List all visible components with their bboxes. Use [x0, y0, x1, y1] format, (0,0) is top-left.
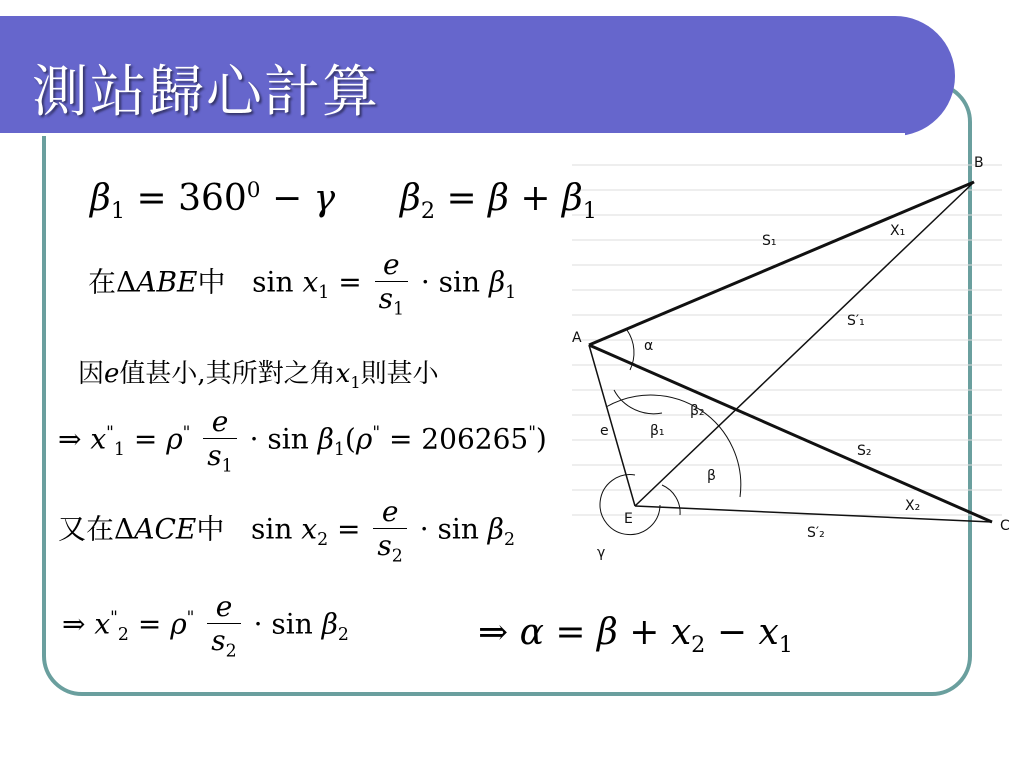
point-a-label: A [572, 330, 582, 346]
label-x2: X₂ [905, 498, 921, 514]
page-title: 測站歸心計算 [32, 60, 380, 125]
label-gamma: γ [597, 545, 606, 561]
label-e: e [600, 423, 609, 439]
formula-alpha-result: ⇒ $\alpha = \beta + x_2 - x_1$ [478, 612, 793, 659]
formula-beta2: $\beta_2 = \beta + \beta_1$ [400, 178, 597, 225]
formula-x2-seconds: ⇒ $x^"_2 = \rho^"$ $\frac{e}{s_2}$ · $\sin \beta_2$ [62, 590, 349, 662]
label-alpha: α [644, 338, 654, 354]
formula-small-angle: 因e值甚小,其所對之角$x_1$則甚小 [78, 359, 439, 393]
formula-beta1: $\beta_1 = 360^0 - \gamma$ [90, 178, 336, 225]
label-beta2: β₂ [690, 403, 705, 419]
line-eb [635, 182, 974, 506]
label-s1-prime: S′₁ [847, 313, 865, 329]
point-c-label: C [1000, 518, 1010, 534]
line-ab [589, 182, 974, 345]
label-s2-prime: S′₂ [807, 525, 825, 541]
formula-x1-seconds: ⇒ $x^"_1 = \rho^"$ $\frac{e}{s_1}$ · $\sin \beta_1(\rho^" = 206265^")$ [58, 405, 547, 477]
line-ae [589, 345, 635, 506]
title-underline [0, 133, 905, 136]
label-s1: S₁ [762, 233, 777, 249]
formula-triangle-ace: 又在ΔACE中 $\sin x_2$ = $\frac{e}{s_2}$ · $\sin \beta_2$ [58, 495, 516, 567]
point-b-label: B [974, 155, 984, 171]
line-ec [635, 506, 992, 522]
label-x1: X₁ [890, 223, 906, 239]
geometry-diagram [562, 145, 1012, 580]
formula-triangle-abe: 在ΔABE中 $\sin x_1$ = $\frac{e}{s_1}$ · $\sin \beta_1$ [88, 248, 517, 320]
label-beta1: β₁ [650, 423, 665, 439]
label-beta: β [707, 468, 716, 484]
point-e-label: E [624, 511, 633, 527]
label-s2: S₂ [857, 443, 872, 459]
